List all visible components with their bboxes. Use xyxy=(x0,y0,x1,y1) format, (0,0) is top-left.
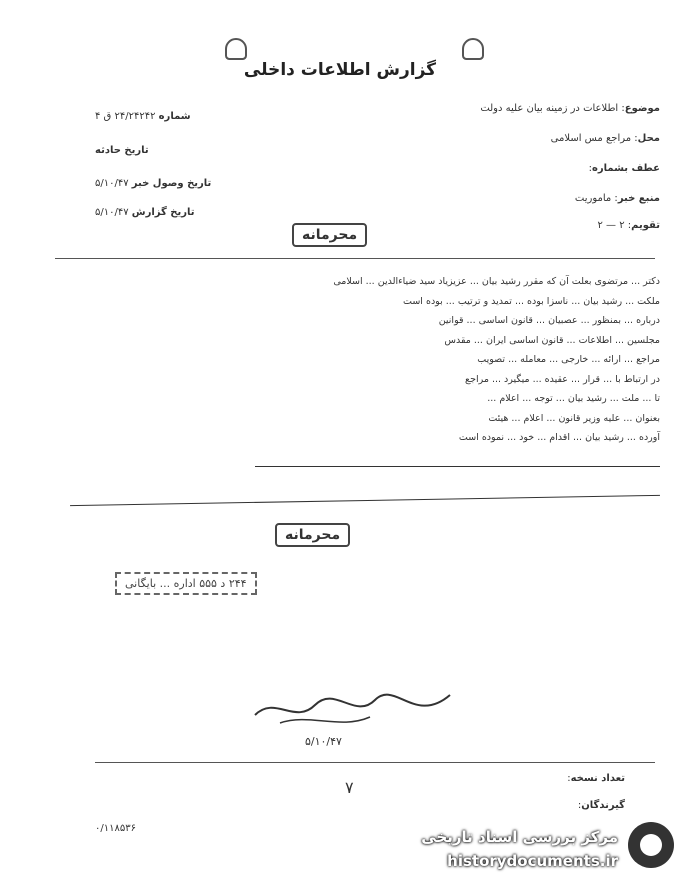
field-incident-date: تاریخ حادثه xyxy=(95,145,149,156)
body-line: مجلسین ... اطلاعات ... قانون اساسی ایران ... مقدس xyxy=(444,334,660,346)
field-report-date: تاریخ گزارش ۵/۱۰/۴۷ xyxy=(95,207,195,218)
field-location: محل: مراجع مس اسلامی xyxy=(550,133,660,144)
field-copies: تعداد نسخه: xyxy=(567,773,625,784)
document-number: ۰/۱۱۸۵۳۶ xyxy=(95,823,136,834)
signature-date: ۵/۱۰/۴۷ xyxy=(305,735,342,748)
field-subject: موضوع: اطلاعات در زمینه بیان علیه دولت xyxy=(480,103,660,114)
body-line: آورده ... رشید بیان ... اقدام ... خود ... نموده است xyxy=(458,432,660,443)
emblem-left-icon xyxy=(225,38,247,60)
watermark-name: مرکز بررسی اسناد تاریخی xyxy=(421,828,618,846)
field-reference: عطف بشماره: xyxy=(588,163,660,174)
body-line: دکتر ... مرتضوی بعلت آن که مقرر رشید بیان ... عزیزیاد سید ضیاءالدین ... اسلامی xyxy=(333,276,660,287)
signature xyxy=(250,685,460,735)
confidential-stamp-top: محرمانه xyxy=(292,223,367,247)
page-mark: ۷ xyxy=(345,778,354,797)
archive-stamp: ۲۴۴ د ۵۵۵ اداره ... بایگانی xyxy=(115,572,257,595)
handwritten-underline xyxy=(255,466,660,467)
emblem-right-icon xyxy=(462,38,484,60)
footer-divider xyxy=(95,762,655,763)
report-body xyxy=(60,272,660,448)
watermark-logo-inner xyxy=(640,834,662,856)
body-line: بعنوان ... علیه وزیر قانون ... اعلام ... هیئت xyxy=(488,412,660,424)
body-line: مراجع ... ارائه ... خارجی ... معامله ... تصویب xyxy=(477,354,660,365)
body-line: درباره ... بمنظور ... عصبیان ... قانون اساسی ... قوانین xyxy=(438,315,660,326)
field-recipients: گیرندگان: xyxy=(577,800,625,811)
handwritten-underline xyxy=(70,495,660,506)
watermark-url[interactable]: historydocuments.ir xyxy=(447,852,618,870)
header-divider xyxy=(55,258,655,259)
confidential-stamp-middle: محرمانه xyxy=(275,523,350,547)
body-line: ملکت ... رشید بیان ... ناسزا بوده ... تمدید و ترتیب ... بوده است xyxy=(403,295,660,307)
field-evaluation: تقویم: ۲ — ۲ xyxy=(597,220,660,231)
field-receipt-date: تاریخ وصول خبر ۵/۱۰/۴۷ xyxy=(95,178,212,189)
field-number: شماره ۲۴/۲۴۲۴۲ ق ۴ xyxy=(95,111,191,122)
body-line: در ارتباط با ... قرار ... عقیده ... میگیرد ... مراجع xyxy=(465,373,660,385)
field-source: منبع خبر: ماموریت xyxy=(574,193,660,204)
body-line: تا ... ملت ... رشید بیان ... توجه ... اعلام ... xyxy=(487,393,660,404)
document-title: گزارش اطلاعات داخلی xyxy=(243,60,437,80)
